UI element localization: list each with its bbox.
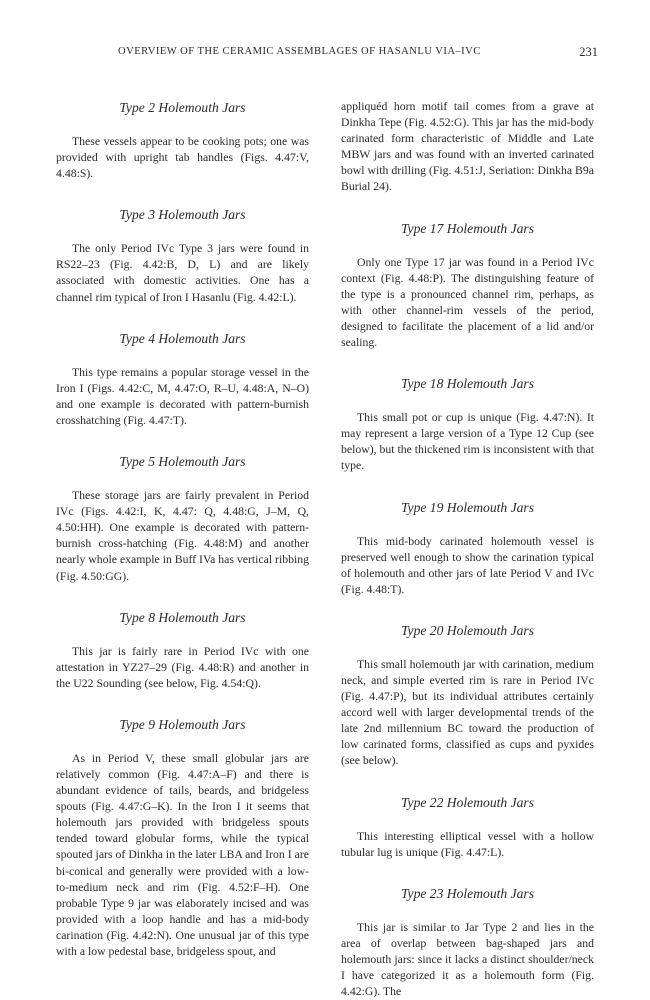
section-paragraph: As in Period V, these small globular jars are relatively common (Fig. 4.47:A–F) and there is abundant evidence of tails, beards, and bridgeless spouts (Fig. 4.47:G–K). In the Iron I it seems that holemouth jars provided with bridgeless spouts tended toward globular forms, while the typical spouted jars of Dinkha in the later LBA and Iron I are bi-conical and generally were provided with a low-to-medium neck and rim (Fig. 4.52:F–H). One probable Type 9 jar was elaborately incised and was provided with a loop handle and has a mid-body carination (Fig. 4.42:N). One unusual jar of this type with a low pedestal base, bridgeless spout, and [56,751,309,958]
left-column [56,99,309,960]
section-heading: Type 23 Holemouth Jars [400,885,535,901]
section-paragraph: The only Period IVc Type 3 jars were found in RS22–23 (Fig. 4.42:B, D, L) and are likely associated with domestic activities. One has a channel rim typical of Iron I Hasanlu (Fig. 4.42:L). [56,242,309,304]
section-paragraph: Only one Type 17 jar was found in a Period IVc context (Fig. 4.48:P). The distinguishing feature of the type is a pronounced channel rim, perhaps, as with other channel-rim vessels of the period, designed to facilitate the placement of a lid and/or sealing. [341,255,594,350]
section-heading: Type 4 Holemouth Jars [119,330,246,346]
running-head [0,46,650,62]
section-heading: Type 18 Holemouth Jars [400,376,535,392]
page-number: 231 [579,45,598,59]
section-paragraph: These vessels appear to be cooking pots; one was provided with upright tab handles (Figs. 4.47:V, 4.48:S). [56,135,309,181]
section-paragraph: These storage jars are fairly prevalent in Period IVc (Figs. 4.42:I, K, 4.47: Q, 4.48:G, J–M, Q, 4.50:HH). One example is decorated with pattern-burnish cross-hatching (Fig. 4.48:M) and another nearly whole example in Buff IVa has vertical ribbing (Fig. 4.50:GG). [56,489,309,583]
section-heading: Type 22 Holemouth Jars [400,794,535,810]
continued-paragraph: appliquéd horn motif tail comes from a grave at Dinkha Tepe (Fig. 4.52:G). This jar has the mid-body carinated form characteristic of Middle and Late MBW jars and was found with an inverted carinated bowl with drilling (Fig. 4.51:J, Seriation: Dinkha B9a Burial 24). [341,100,594,194]
section-heading: Type 3 Holemouth Jars [119,207,246,223]
section-heading: Type 5 Holemouth Jars [119,454,246,470]
section-paragraph: This mid-body carinated holemouth vessel is preserved well enough to show the carination typical of holemouth and other jars of late Period V and IVc (Fig. 4.48:T). [341,534,594,596]
section-heading: Type 19 Holemouth Jars [400,499,535,515]
section-paragraph: This small pot or cup is unique (Fig. 4.47:N). It may represent a large version of a Type 12 Cup (see below), but the thickened rim is inconsistent with that type. [341,411,594,473]
right-column [341,99,594,1000]
section-paragraph: This interesting elliptical vessel with a hollow tubular lug is unique (Fig. 4.47:L). [341,829,594,859]
section-heading: Type 2 Holemouth Jars [119,100,246,115]
section-paragraph: This type remains a popular storage vessel in the Iron I (Figs. 4.42:C, M, 4.47:O, R–U, 4.48:A, N–O) and one example is decorated with pattern-burnish crosshatching (Fig. 4.47:T). [56,365,309,427]
running-title: OVERVIEW OF THE CERAMIC ASSEMBLAGES OF HASANLU VIA–IVC [118,46,481,57]
section-paragraph: This jar is fairly rare in Period IVc with one attestation in YZ27–29 (Fig. 4.48:R) and another in the U22 Sounding (see below, Fig. 4.54:Q). [56,644,309,690]
section-heading: Type 9 Holemouth Jars [119,716,246,732]
section-heading: Type 20 Holemouth Jars [400,622,535,638]
section-heading: Type 8 Holemouth Jars [119,609,246,625]
section-paragraph: This small holemouth jar with carination, medium neck, and simple everted rim is rare in Period IVc (Fig. 4.47:P), but its individual attributes certainly accord well with larger developmental trends of the late 2nd millennium BC toward the production of low carinated forms, classified as cups and pyxides (see below). [341,657,594,768]
section-heading: Type 17 Holemouth Jars [400,220,535,236]
section-paragraph: This jar is similar to Jar Type 2 and lies in the area of overlap between bag-shaped jars and holemouth jars: since it lacks a distinct shoulder/neck I have categorized it as a holemouth form (Fig. 4.42:G). The [341,920,594,999]
